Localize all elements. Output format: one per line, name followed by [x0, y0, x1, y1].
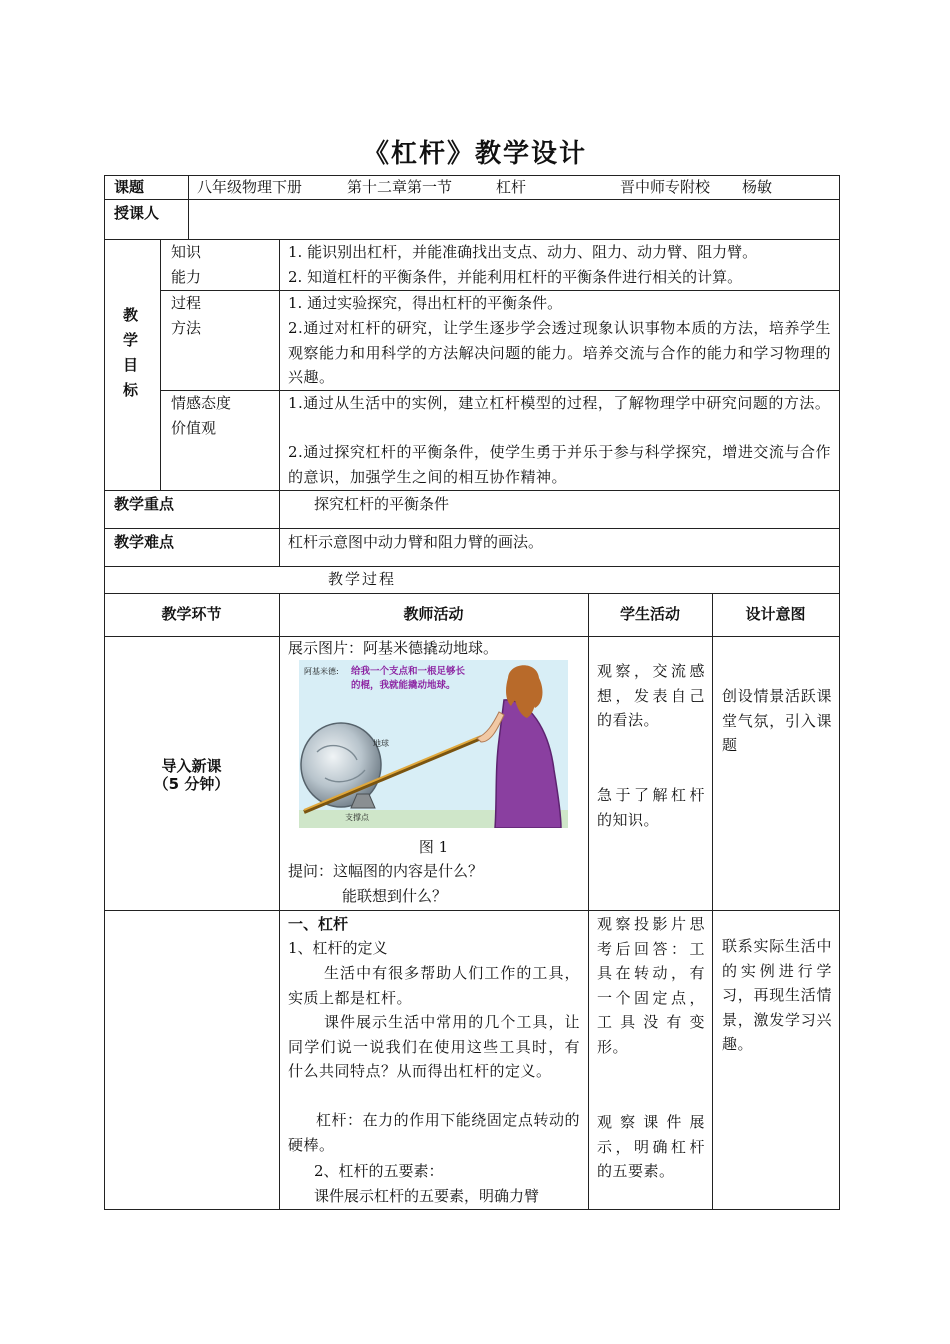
topic-chapter: 第十二章第一节 — [347, 178, 453, 196]
emotion-label-2: 价值观 — [171, 419, 217, 437]
lever-definition-heading: 1、杠杆的定义 — [288, 939, 388, 957]
archimedes-figure — [299, 660, 568, 828]
column-header-student: 学生活动 — [619, 605, 680, 623]
emotion-paragraph-2: 2.通过探究杠杆的平衡条件，使学生勇于并乐于参与科学探究，增进交流与合作的意识，加强学生之间的相互协作精神。 — [288, 443, 831, 486]
process-line-1: 1. 通过实验探究，得出杠杆的平衡条件。 — [288, 294, 563, 312]
key-point-label: 教学重点 — [114, 495, 175, 513]
author-name: 杨敏 — [742, 178, 773, 196]
goals-label-char-2: 学 — [123, 331, 139, 349]
topic-grade: 八年级物理下册 — [197, 178, 303, 196]
teacher-question-2: 能联想到什么？ — [342, 887, 448, 905]
student-activity-3: 观察投影片思考后回答：工具在转动，有一个固定点，工具没有变形。 — [597, 915, 705, 1056]
process-paragraph-2: 2.通过对杠杆的研究，让学生逐步学会透过现象认识事物本质的方法，培养学生观察能力和用科学的方法解决问题的能力。培养交流与合作的能力和学习物理的兴趣。 — [288, 319, 831, 386]
emotion-label: 情感态度 — [171, 394, 232, 412]
lever-paragraph-4: 课件展示杠杆的五要素，明确力臂 — [314, 1187, 540, 1205]
figure-caption: 图 1 — [418, 838, 449, 856]
teacher-question-1: 提问：这幅图的内容是什么？ — [288, 862, 484, 880]
lever-definition: 杠杆：在力的作用下能绕固定点转动的硬棒。 — [288, 1111, 580, 1154]
stage-intro: 导入新课 — [161, 757, 222, 775]
difficulty-label: 教学难点 — [114, 533, 175, 551]
design-intent-1: 创设情景活跃课堂气氛，引入课题 — [722, 687, 832, 754]
student-activity-1: 观察，交流感想，发表自己的看法。 — [597, 662, 705, 729]
knowledge-line-2: 2. 知道杠杆的平衡条件，并能利用杠杆的平衡条件进行相关的计算。 — [288, 268, 743, 286]
teacher-intro-text: 展示图片：阿基米德撬动地球。 — [288, 639, 499, 657]
key-point-value: 探究杠杆的平衡条件 — [314, 495, 450, 513]
emotion-paragraph-1: 1.通过从生活中的实例，建立杠杆模型的过程，了解物理学中研究问题的方法。 — [288, 394, 831, 412]
figure-speaker: 阿基米德: — [304, 667, 339, 676]
column-header-stage: 教学环节 — [161, 605, 222, 623]
lever-paragraph-2: 课件展示生活中常用的几个工具，让同学们说一说我们在使用这些工具时，有什么共同特点？从而得出杠杆的定义。 — [288, 1013, 580, 1080]
student-activity-2: 急于了解杠杆的知识。 — [597, 786, 705, 829]
figure-quote-line-2: 的棍，我就能撬动地球。 — [351, 680, 456, 691]
column-header-teacher: 教师活动 — [403, 605, 464, 623]
process-label-2: 方法 — [171, 319, 202, 337]
knowledge-line-1: 1. 能识别出杠杆，并能准确找出支点、动力、阻力、动力臂、阻力臂。 — [288, 243, 758, 261]
teacher-label: 授课人 — [114, 204, 160, 222]
knowledge-label: 知识 — [171, 243, 202, 261]
student-activity-4: 观察课件展示，明确杠杆的五要素。 — [597, 1113, 705, 1180]
column-header-intent: 设计意图 — [745, 605, 806, 623]
figure-earth-label: 地球 — [373, 739, 389, 748]
page-title: 《杠杆》教学设计 — [362, 139, 587, 169]
lever-elements-heading: 2、杠杆的五要素： — [314, 1162, 444, 1180]
process-title: 教学过程 — [328, 570, 397, 588]
goals-label-char-4: 标 — [123, 381, 139, 399]
design-intent-2: 联系实际生活中的实例进行学习，再现生活情景，激发学习兴趣。 — [722, 937, 832, 1053]
figure-quote-line-1: 给我一个支点和一根足够长 — [351, 666, 466, 677]
figure-fulcrum-label: 支撑点 — [345, 813, 369, 822]
knowledge-label-2: 能力 — [171, 268, 202, 286]
lever-paragraph-1: 生活中有很多帮助人们工作的工具，实质上都是杠杆。 — [288, 964, 580, 1007]
difficulty-value: 杠杆示意图中动力臂和阻力臂的画法。 — [288, 533, 544, 551]
process-label: 过程 — [171, 294, 202, 312]
topic-name: 杠杆 — [496, 178, 527, 196]
lever-heading: 一、杠杆 — [288, 915, 349, 933]
topic-label: 课题 — [114, 178, 145, 196]
school-name: 晋中师专附校 — [620, 178, 711, 196]
stage-intro-duration: （5 分钟） — [153, 775, 230, 793]
goals-label-char-3: 目 — [123, 356, 139, 374]
goals-label-char-1: 教 — [123, 306, 139, 324]
